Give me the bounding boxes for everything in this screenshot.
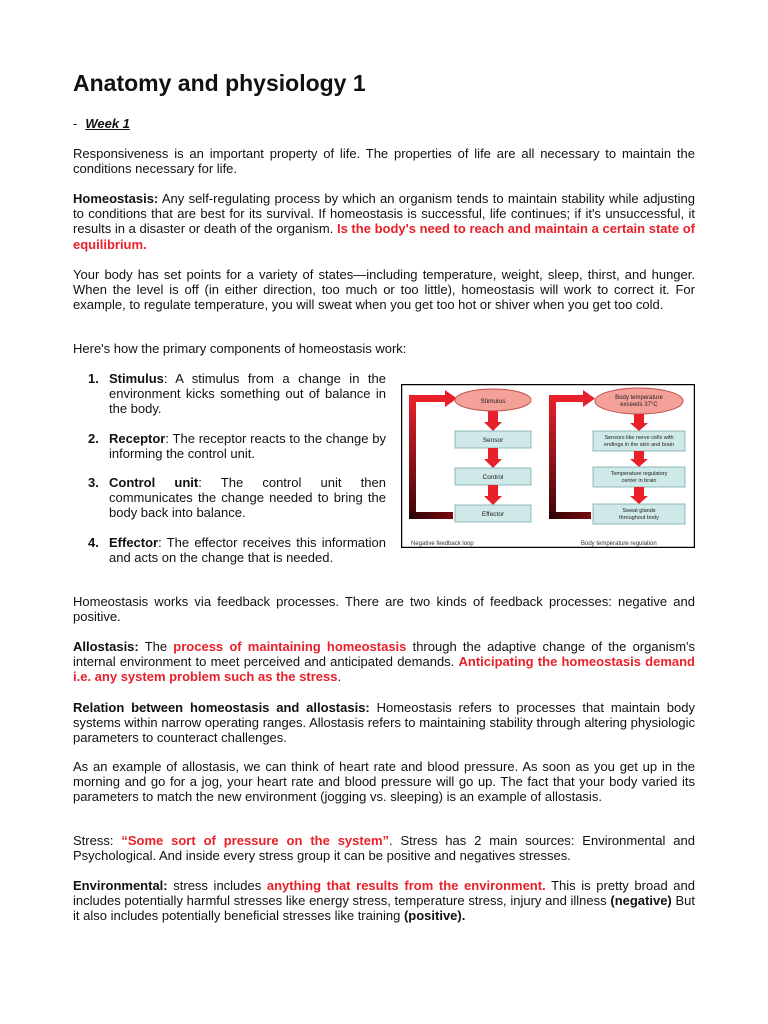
body-temperature-ellipse	[595, 388, 683, 414]
paragraph-environmental: Environmental: stress includes anything that results from the environment. This is pretty broad and includes potentially harmful stresses like energy stress, temperature stress, injury and illness (negative) But it also includes potentially beneficial stresses like training (positive).	[73, 878, 696, 924]
diagram-label: Control	[482, 474, 504, 481]
paragraph-components-intro: Here's how the primary components of homeostasis work:	[73, 341, 407, 356]
diagram-label: endings in the skin and brain	[603, 442, 675, 448]
feedback-loop-diagram	[401, 384, 695, 548]
homeostasis-highlight: Is the body's need to reach and maintain a certain state of equilibrium.	[73, 221, 695, 252]
list-item: 1. Stimulus: A stimulus from a change in the environment kicks something out of balance in the body.	[88, 371, 386, 417]
paragraph-set-points: Your body has set points for a variety of states—including temperature, weight, sleep, thirst, and hunger. When the level is off (in either direction, too much or too little), homeostasis will work to correct it. For example, to regulate temperature, you will sweat when you get too hot or shiver when you get too cold.	[73, 267, 695, 313]
diagram-label: Effector	[481, 511, 505, 518]
list-item: 3. Control unit: The control unit then communicates the change needed to bring the body back into balance.	[88, 475, 386, 521]
paragraph-responsiveness: Responsiveness is an important property of life. The properties of life are all necessary to maintain the conditions necessary for life.	[73, 146, 695, 177]
homeostasis-label: Homeostasis:	[73, 191, 159, 206]
paragraph-stress: Stress: “Some sort of pressure on the system”. Stress has 2 main sources: Environmental and Psychological. And inside every stress group it can be positive and negatives stresses.	[73, 833, 695, 864]
page-title: Anatomy and physiology 1	[73, 70, 366, 96]
regulatory-center-box	[593, 467, 685, 487]
feedback-arrow-right	[549, 398, 556, 519]
allostasis-label: Allostasis:	[73, 639, 139, 654]
diagram-caption: Negative feedback loop	[411, 541, 474, 547]
environmental-label: Environmental:	[73, 878, 168, 893]
component-label: Effector	[109, 534, 159, 550]
diagram-label: Stimulus	[480, 398, 506, 405]
diagram-label: Sensor	[482, 437, 504, 444]
week-label: Week 1	[85, 116, 130, 131]
week-dash: -	[73, 116, 78, 131]
component-label: Control unit	[109, 475, 199, 491]
diagram-caption: Body temperature regulation	[581, 541, 657, 547]
diagram-svg	[401, 384, 695, 548]
list-item: 4. Effector: The effector receives this information and acts on the change that is needed.	[88, 534, 386, 565]
list-item: 2. Receptor: The receptor reacts to the change by informing the control unit.	[88, 430, 386, 461]
diagram-label: Sweat glands	[622, 508, 656, 514]
sweat-glands-box	[593, 504, 685, 524]
paragraph-feedback: Homeostasis works via feedback processes. There are two kinds of feedback processes: negative and positive.	[73, 594, 695, 625]
diagram-label: center in brain	[621, 478, 657, 484]
paragraph-allostasis-example: As an example of allostasis, we can think of heart rate and blood pressure. As soon as you get up in the morning and go for a jog, your heart rate and blood pressure will go up. The fact that your body varied its parameters to match the new environment (jogging vs. sleeping) is an example of allostasis.	[73, 759, 695, 805]
paragraph-relation: Relation between homeostasis and allostasis: Homeostasis refers to processes that maintain body systems within narrow operating ranges. Allostasis refers to maintaining stability through altering physiologic parameters to counteract challenges.	[73, 700, 695, 746]
components-list	[73, 371, 386, 579]
relation-label: Relation between homeostasis and allostasis:	[73, 700, 370, 715]
diagram-label: Temperature regulatory	[610, 471, 668, 477]
stress-label: Stress:	[73, 833, 122, 848]
paragraph-allostasis: Allostasis: The process of maintaining homeostasis through the adaptive change of the organism's internal environment to meet perceived and anticipated demands. Anticipating the homeostasis demand i.e. any system problem such as the stress.	[73, 639, 696, 685]
diagram-label: exceeds 37°C	[620, 402, 658, 408]
feedback-arrow-left	[409, 398, 416, 519]
component-label: Receptor	[109, 430, 166, 446]
diagram-label: throughout body	[619, 515, 659, 521]
diagram-label: Body temperature	[615, 395, 663, 401]
week-heading	[73, 116, 130, 131]
paragraph-homeostasis: Homeostasis: Any self-regulating process by which an organism tends to maintain stability while adjusting to conditions that are best for its survival. If homeostasis is successful, life continues; if it's unsuccessful, it results in a disaster or death of the organism. Is the body's need to reach and maintain a certain state of equilibrium.	[73, 191, 695, 252]
diagram-label: Sensors like nerve cells with	[604, 435, 674, 441]
sensors-box	[593, 431, 685, 451]
component-label: Stimulus	[109, 371, 164, 386]
